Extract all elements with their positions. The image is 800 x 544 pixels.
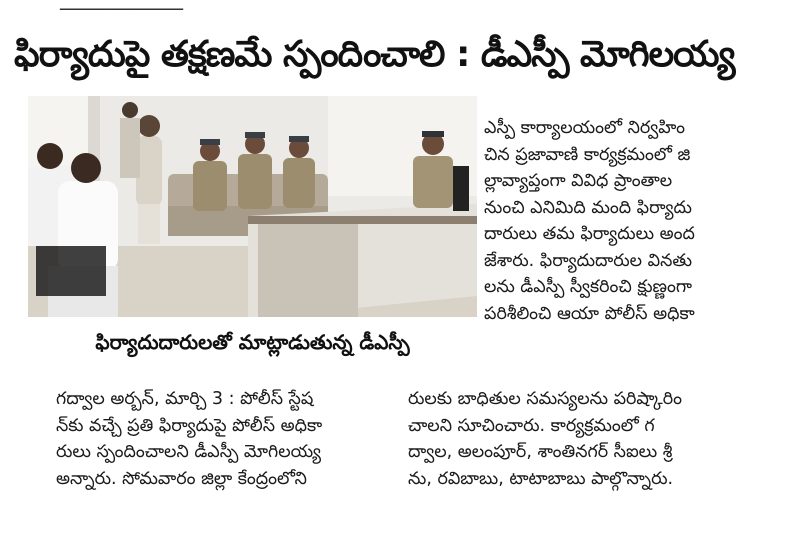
news-photo xyxy=(28,96,477,317)
headline: ఫిర్యాదుపై తక్షణమే స్పందించాలి : డీఎస్పీ మోగిలయ్య xyxy=(14,34,735,75)
text-line: ద్వాల, అలంపూర్, శాంతినగర్ సీఐలు శ్రీ xyxy=(408,442,673,462)
text-line: అన్నారు. సోమవారం జిల్లా కేంద్రంలోని xyxy=(56,468,307,489)
text-line: ల్లావ్యాప్తంగా వివిధ ప్రాంతాల xyxy=(484,171,673,191)
text-line: రులకు బాధితుల సమస్యలను పరిష్కారిం xyxy=(408,389,683,409)
text-line: చిన ప్రజావాణి కార్యక్రమంలో జి xyxy=(484,144,691,165)
text-line: న్‌కు వచ్చే ప్రతి ఫిర్యాదుపై పోలీస్ అధికా xyxy=(56,415,323,436)
cropped-previous-article-strip: ▁▁▁▁▁▁▁▁▁▁ xyxy=(60,0,184,10)
text-line: జేశారు. ఫిర్యాదుదారుల వినతు xyxy=(484,250,693,271)
text-line: దారులు తమ ఫిర్యాదులు అంద xyxy=(484,224,695,244)
text-line: లను డీఎస్పీ స్వీకరించి క్షుణ్ణంగా xyxy=(484,277,692,297)
photo-caption: ఫిర్యాదుదారులతో మాట్లాడుతున్న డీఎస్పీ xyxy=(95,330,410,354)
text-line: నుంచి ఎనిమిది మంది ఫిర్యాదు xyxy=(484,197,692,218)
text-line: గద్వాల అర్బన్, మార్చి 3 : పోలీస్ స్టేష xyxy=(56,389,314,409)
text-line: ను, రవిబాబు, టాటాబాబు పాల్గొన్నారు. xyxy=(408,468,674,489)
text-line: రులు స్పందించాలని డీఎస్పీ మోగిలయ్య xyxy=(56,442,321,462)
bottom-right-column-text xyxy=(408,386,780,492)
text-line: పరిశీలించి ఆయా పోలీస్ అధికా xyxy=(484,303,695,324)
text-line: చాలని సూచించారు. కార్యక్రమంలో గ xyxy=(408,415,655,436)
meeting-room-illustration xyxy=(28,96,477,317)
bottom-left-column-text xyxy=(56,386,396,492)
text-line: ఎస్పీ కార్యాలయంలో నిర్వహిం xyxy=(484,118,685,138)
right-column-text xyxy=(484,115,774,327)
